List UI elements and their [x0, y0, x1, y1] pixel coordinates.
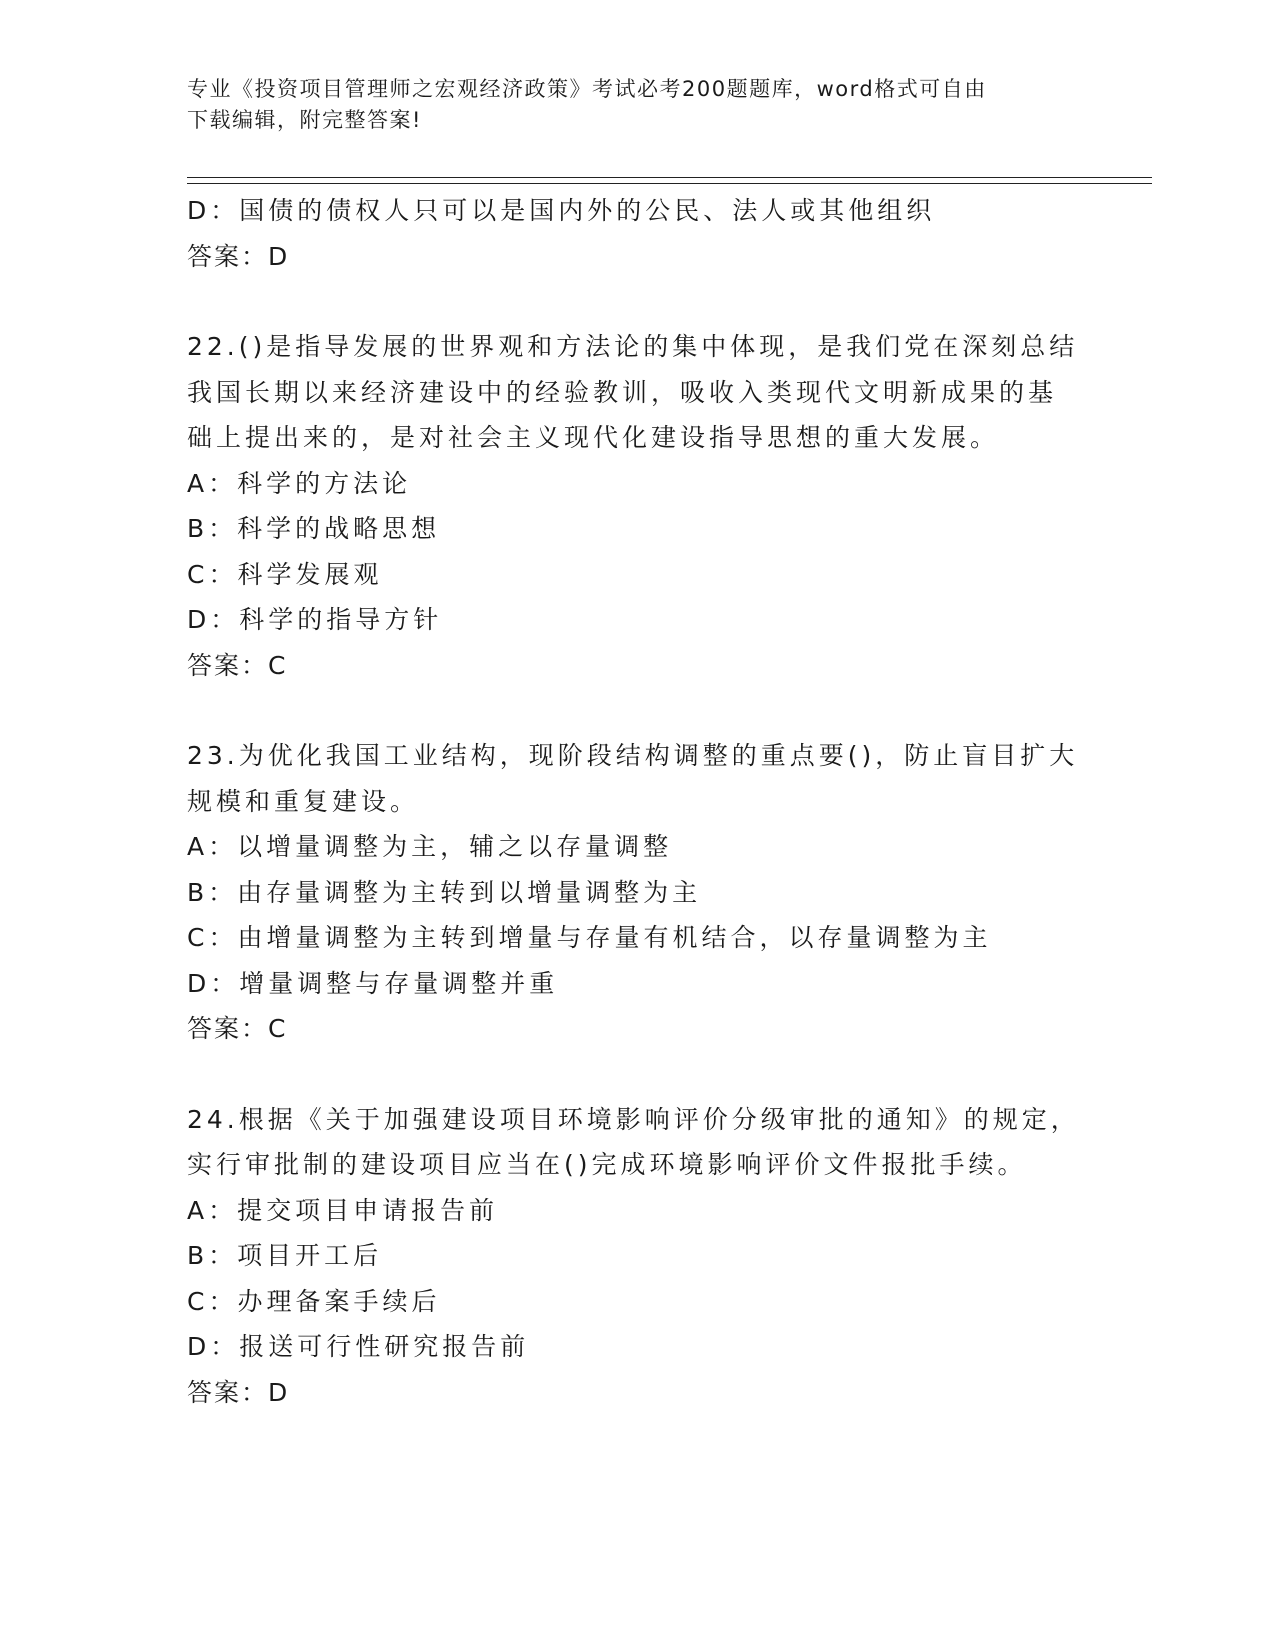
question-text-line: 22.()是指导发展的世界观和方法论的集中体现，是我们党在深刻总结 — [187, 332, 1079, 361]
question-23 — [187, 733, 1087, 1052]
option-a: A：提交项目申请报告前 — [187, 1195, 499, 1225]
option-d: D：科学的指导方针 — [187, 605, 443, 634]
header-rule-top — [187, 177, 1152, 178]
spacer — [187, 279, 1087, 324]
answer-line: 答案：C — [187, 1014, 288, 1043]
spacer — [187, 688, 1087, 733]
question-text-line: 规模和重复建设。 — [187, 786, 420, 816]
option-c: C：办理备案手续后 — [187, 1286, 441, 1316]
question-text-line: 础上提出来的，是对社会主义现代化建设指导思想的重大发展。 — [187, 423, 1000, 452]
header-rule-bottom — [187, 183, 1152, 184]
spacer — [187, 1052, 1087, 1097]
answer-line: 答案：C — [187, 650, 288, 680]
question-text-line: 我国长期以来经济建设中的经验教训，吸收入类现代文明新成果的基 — [187, 377, 1058, 407]
previous-question-tail — [187, 188, 1087, 279]
option-a: A：科学的方法论 — [187, 468, 412, 498]
option-d: D：报送可行性研究报告前 — [187, 1332, 530, 1361]
question-content — [187, 188, 1087, 1415]
option-c: C：科学发展观 — [187, 559, 383, 589]
question-text-line: 24.根据《关于加强建设项目环境影响评价分级审批的通知》的规定， — [187, 1104, 1080, 1134]
question-22 — [187, 324, 1087, 688]
question-24 — [187, 1097, 1087, 1416]
question-text-line: 实行审批制的建设项目应当在()完成环境影响评价文件报批手续。 — [187, 1150, 1027, 1179]
header-line-2: 下载编辑，附完整答案! — [187, 108, 422, 132]
answer-line: 答案：D — [187, 241, 290, 271]
option-b: B：由存量调整为主转到以增量调整为主 — [187, 877, 702, 907]
option-b: B：科学的战略思想 — [187, 514, 441, 543]
document-header — [187, 74, 1067, 136]
question-text-line: 23.为优化我国工业结构，现阶段结构调整的重点要()，防止盲目扩大 — [187, 741, 1079, 770]
option-d: D：增量调整与存量调整并重 — [187, 968, 559, 998]
option-d: D：国债的债权人只可以是国内外的公民、法人或其他组织 — [187, 196, 936, 225]
option-c: C：由增量调整为主转到增量与存量有机结合，以存量调整为主 — [187, 923, 992, 952]
option-a: A：以增量调整为主，辅之以存量调整 — [187, 832, 673, 861]
header-line-1: 专业《投资项目管理师之宏观经济政策》考试必考200题题库，word格式可自由 — [187, 77, 987, 101]
answer-line: 答案：D — [187, 1377, 290, 1407]
option-b: B：项目开工后 — [187, 1241, 383, 1270]
